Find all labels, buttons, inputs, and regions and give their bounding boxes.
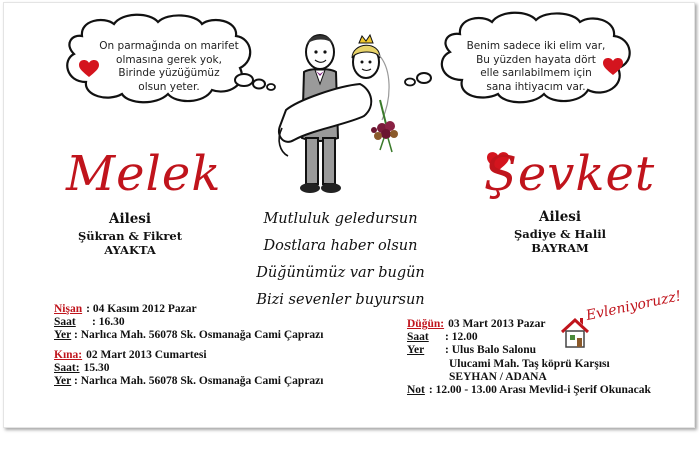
right-cloud-text	[460, 40, 612, 94]
cloud-line: Benim sadece iki elim var,	[466, 40, 606, 52]
kina-time-row	[54, 362, 323, 375]
house-icon	[560, 316, 590, 350]
nisan-date: : 04 Kasım 2012 Pazar	[86, 303, 197, 315]
dugun-label: Düğün:	[407, 318, 445, 330]
logo-text: Evleniyoruzz!	[584, 288, 683, 324]
cloud-line: On parmağında on marifet	[99, 40, 239, 52]
kina-label: Kına:	[54, 348, 83, 361]
family-title: Ailesi	[538, 209, 582, 225]
place-label: Yer	[54, 375, 72, 388]
place-label: Yer	[407, 344, 425, 357]
family-title: Ailesi	[108, 211, 152, 227]
right-event-info	[407, 318, 651, 397]
kina-place: : Narlıca Mah. 56078 Sk. Osmanağa Cami Çaprazı	[74, 375, 324, 388]
dugun-address-1: Ulucami Mah. Taş köprü Karşısı	[449, 357, 610, 370]
dugun-address-row	[407, 358, 651, 371]
dugun-date: 03 Mart 2013 Pazar	[448, 318, 546, 330]
dugun-place-row	[407, 344, 651, 357]
dugun-city-row	[407, 371, 651, 384]
groom-family	[500, 210, 620, 256]
family-parents: Şadiye & Halil	[514, 226, 606, 241]
couple-illustration	[268, 28, 418, 200]
dugun-date-row	[407, 318, 651, 331]
time-label: Saat	[407, 331, 429, 344]
cloud-line: olsun yeter.	[138, 80, 200, 93]
cloud-line: elle sarılabilmem için	[480, 67, 592, 79]
poem-line: Dostlara haber olsun	[263, 238, 418, 254]
kina-time: 15.30	[83, 361, 110, 374]
dugun-note-row	[407, 384, 651, 397]
poem-line: Bizi sevenler buyursun	[256, 292, 425, 308]
cloud-line: sana ihtiyacım var.	[486, 80, 586, 93]
dugun-note: : 12.00 - 13.00 Arası Mevlid-i Şerif Okunacak	[428, 384, 651, 397]
nisan-time: : 16.30	[92, 316, 125, 329]
time-label: Saat	[54, 316, 76, 329]
left-cloud-text	[94, 40, 244, 94]
note-label: Not	[407, 384, 425, 397]
nisan-label: Nişan	[54, 303, 83, 315]
nisan-time-row	[54, 316, 323, 329]
bride-name: Melek	[66, 146, 222, 202]
nisan-date-row	[54, 303, 323, 316]
dugun-time: : 12.00	[445, 331, 478, 344]
nisan-place: : Narlıca Mah. 56078 Sk. Osmanağa Cami Çaprazı	[74, 329, 324, 342]
nisan-place-row	[54, 329, 323, 342]
place-label: Yer	[54, 329, 72, 342]
kina-date-row	[54, 349, 323, 362]
dugun-place: : Ulus Balo Salonu	[445, 344, 537, 357]
dugun-address-2: SEYHAN / ADANA	[449, 370, 547, 383]
cloud-line: Birinde yüzüğümüz	[118, 67, 220, 79]
poem-line: Mutluluk geledursun	[263, 211, 418, 227]
bride-family	[70, 212, 190, 258]
left-event-info	[54, 303, 323, 388]
cloud-line: olmasına gerek yok,	[116, 53, 222, 66]
kina-date: 02 Mart 2013 Cumartesi	[86, 348, 207, 361]
dugun-time-row	[407, 331, 651, 344]
family-surname: BAYRAM	[531, 241, 589, 255]
cloud-line: Bu yüzden hayata dört	[476, 53, 596, 66]
family-surname: AYAKTA	[104, 243, 156, 257]
poem	[248, 206, 433, 314]
kina-place-row	[54, 375, 323, 388]
poem-line: Düğünümüz var bugün	[256, 265, 425, 281]
time-label: Saat:	[54, 361, 80, 374]
family-parents: Şükran & Fikret	[77, 228, 183, 243]
groom-name: Şevket	[484, 146, 656, 202]
